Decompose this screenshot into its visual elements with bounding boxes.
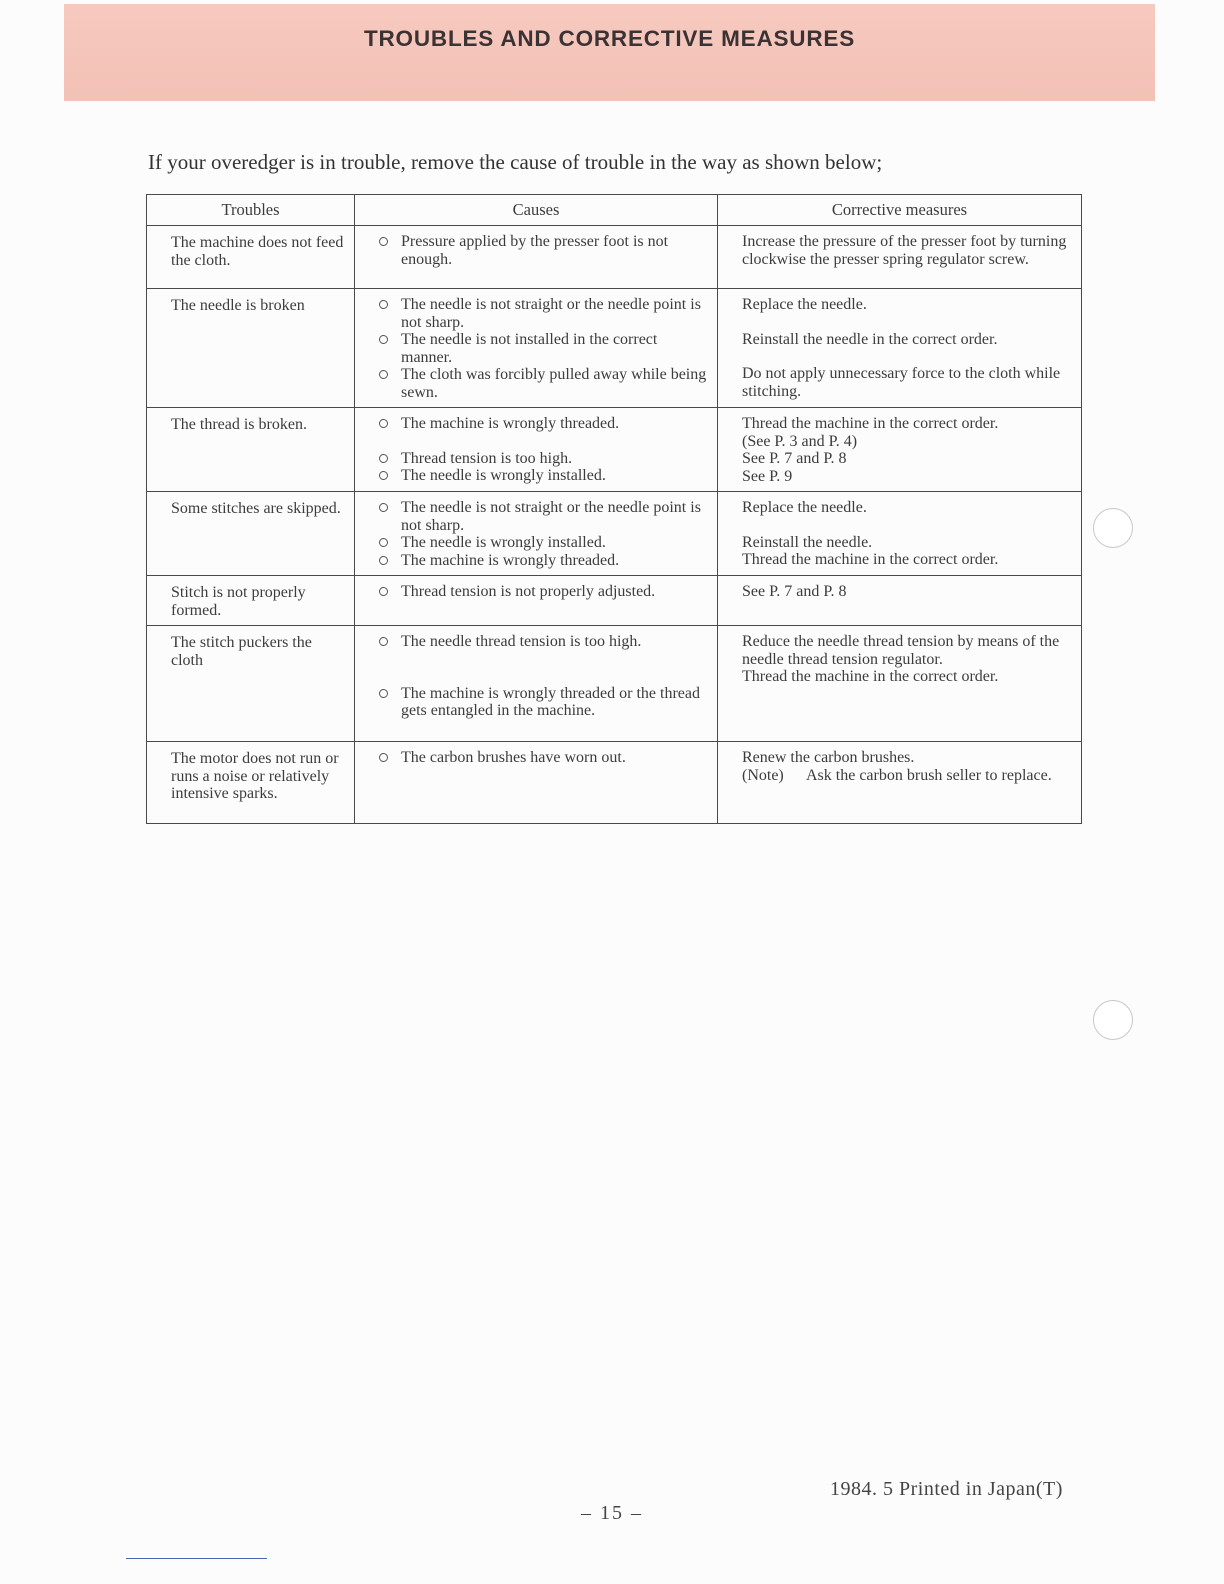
cause-item: The needle is wrongly installed. bbox=[379, 467, 707, 485]
trouble-cell: The needle is broken bbox=[147, 289, 355, 408]
measure-item: Thread the machine in the correct order. bbox=[742, 668, 999, 685]
cause-item: The machine is wrongly threaded. bbox=[379, 415, 707, 433]
trouble-cell: The machine does not feed the cloth. bbox=[147, 226, 355, 289]
circle-bullet-icon bbox=[379, 454, 388, 463]
measures-cell bbox=[718, 576, 1082, 626]
table-row bbox=[147, 492, 1082, 576]
cause-item: The carbon brushes have worn out. bbox=[379, 749, 707, 767]
circle-bullet-icon bbox=[379, 419, 388, 428]
measure-item: Thread the machine in the correct order. bbox=[742, 551, 999, 568]
circle-bullet-icon bbox=[379, 689, 388, 698]
measures-cell bbox=[718, 626, 1082, 742]
measure-item: Do not apply unnecessary force to the cloth while stitching. bbox=[742, 365, 1061, 400]
cause-item: The machine is wrongly threaded. bbox=[379, 552, 707, 570]
cause-item: The needle is not straight or the needle point is not sharp. bbox=[379, 499, 707, 534]
page-title: TROUBLES AND CORRECTIVE MEASURES bbox=[363, 26, 856, 51]
measure-item: Reduce the needle thread tension by means of the needle thread tension regulator. bbox=[742, 633, 1060, 668]
table-row bbox=[147, 408, 1082, 492]
table-header-row bbox=[147, 195, 1082, 226]
trouble-cell: Some stitches are skipped. bbox=[147, 492, 355, 576]
table-row bbox=[147, 742, 1082, 824]
print-info: 1984. 5 Printed in Japan(T) bbox=[830, 1478, 1063, 1500]
cause-item: The needle is wrongly installed. bbox=[379, 534, 707, 552]
measure-item: See P. 9 bbox=[742, 467, 793, 485]
punch-hole-icon bbox=[1093, 1000, 1133, 1040]
circle-bullet-icon bbox=[379, 237, 388, 246]
cause-item: The needle is not straight or the needle point is not sharp. bbox=[379, 296, 707, 331]
troubles-table bbox=[146, 194, 1082, 824]
cause-item: The needle thread tension is too high. bbox=[379, 633, 707, 651]
column-header-troubles: Troubles bbox=[147, 195, 355, 226]
underline-mark bbox=[126, 1558, 267, 1559]
circle-bullet-icon bbox=[379, 538, 388, 547]
page-number: – 15 – bbox=[581, 1502, 643, 1524]
punch-hole-icon bbox=[1093, 508, 1133, 548]
intro-text: If your overedger is in trouble, remove the cause of trouble in the way as shown below; bbox=[148, 150, 883, 174]
circle-bullet-icon bbox=[379, 587, 388, 596]
cause-item: Thread tension is too high. bbox=[379, 450, 707, 468]
measure-item: Replace the needle. bbox=[742, 296, 867, 313]
circle-bullet-icon bbox=[379, 637, 388, 646]
measures-cell bbox=[718, 408, 1082, 492]
measure-item: See P. 7 and P. 8 bbox=[742, 583, 847, 600]
cause-item: The cloth was forcibly pulled away while being sewn. bbox=[379, 366, 707, 401]
note-text: Ask the carbon brush seller to replace. bbox=[806, 766, 1052, 784]
measure-item: Thread the machine in the correct order. bbox=[742, 415, 999, 432]
column-header-causes: Causes bbox=[355, 195, 718, 226]
trouble-cell: Stitch is not properly formed. bbox=[147, 576, 355, 626]
table-row bbox=[147, 626, 1082, 742]
cause-item: Pressure applied by the presser foot is not enough. bbox=[379, 233, 707, 268]
causes-cell bbox=[355, 289, 718, 408]
cause-item: Thread tension is not properly adjusted. bbox=[379, 583, 707, 601]
table-row bbox=[147, 226, 1082, 289]
cause-item: The machine is wrongly threaded or the thread gets entangled in the machine. bbox=[379, 685, 707, 720]
circle-bullet-icon bbox=[379, 300, 388, 309]
header-band bbox=[64, 4, 1155, 101]
causes-cell bbox=[355, 576, 718, 626]
measure-item: Reinstall the needle in the correct order. bbox=[742, 330, 998, 348]
circle-bullet-icon bbox=[379, 753, 388, 762]
causes-cell bbox=[355, 626, 718, 742]
measures-cell bbox=[718, 289, 1082, 408]
measures-cell bbox=[718, 226, 1082, 289]
measure-item: Increase the pressure of the presser foot by turning clockwise the presser spring regulator screw. bbox=[742, 233, 1067, 268]
measure-item: (See P. 3 and P. 4) bbox=[742, 432, 858, 450]
circle-bullet-icon bbox=[379, 335, 388, 344]
cause-item: The needle is not installed in the correct manner. bbox=[379, 331, 707, 366]
circle-bullet-icon bbox=[379, 471, 388, 480]
table-row bbox=[147, 576, 1082, 626]
measure-item: Replace the needle. bbox=[742, 499, 867, 516]
causes-cell bbox=[355, 226, 718, 289]
trouble-cell: The stitch puckers the cloth bbox=[147, 626, 355, 742]
circle-bullet-icon bbox=[379, 556, 388, 565]
measures-cell bbox=[718, 742, 1082, 824]
note bbox=[742, 767, 1073, 785]
measure-item: Renew the carbon brushes. bbox=[742, 749, 915, 766]
note-label: (Note) bbox=[742, 766, 784, 784]
measures-cell bbox=[718, 492, 1082, 576]
circle-bullet-icon bbox=[379, 370, 388, 379]
column-header-measures: Corrective measures bbox=[718, 195, 1082, 226]
measure-item: Reinstall the needle. bbox=[742, 533, 873, 551]
causes-cell bbox=[355, 408, 718, 492]
trouble-cell: The thread is broken. bbox=[147, 408, 355, 492]
measure-item: See P. 7 and P. 8 bbox=[742, 450, 847, 467]
causes-cell bbox=[355, 492, 718, 576]
table-row bbox=[147, 289, 1082, 408]
causes-cell bbox=[355, 742, 718, 824]
circle-bullet-icon bbox=[379, 503, 388, 512]
trouble-cell: The motor does not run or runs a noise or relatively intensive sparks. bbox=[147, 742, 355, 824]
